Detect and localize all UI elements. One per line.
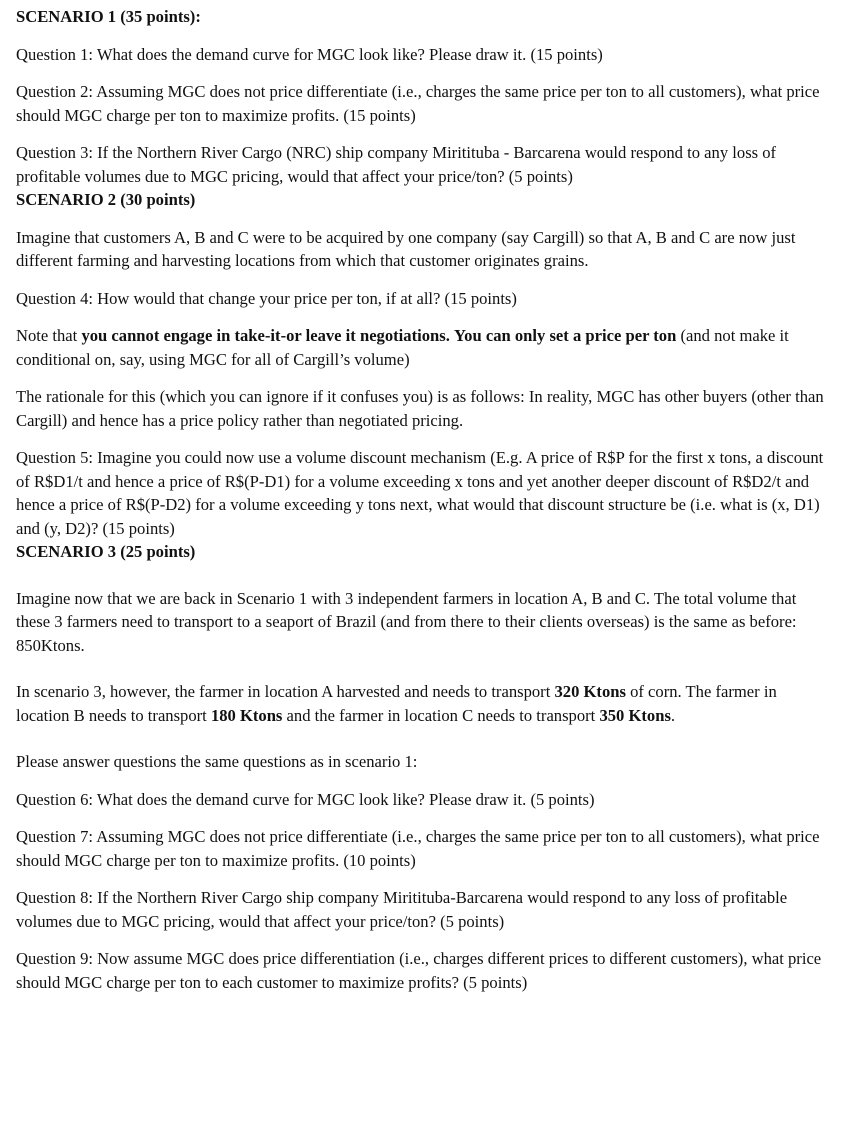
volume-a: 320 Ktons [554, 682, 626, 701]
scenario-3-heading: SCENARIO 3 (25 points) [16, 542, 196, 561]
scenario-3-intro: Imagine now that we are back in Scenario 1 with 3 independent farmers in location A, B and C. The total volume that these 3 farmers need to transport to a seaport of Brazil (and from there to their clients overseas) is the same as before: 850Ktons. [16, 588, 797, 655]
question-1: Question 1: What does the demand curve for MGC look like? Please draw it. (15 points) [16, 44, 603, 64]
question-9: Question 9: Now assume MGC does price differentiation (i.e., charges different prices to different customers), what price should MGC charge per ton to each customer to maximize profits? (5 points) [16, 949, 822, 992]
question-5: Question 5: Imagine you could now use a volume discount mechanism (E.g. A price of R$P for the first x tons, a discount of R$D1/t and hence a price of R$(P-D1) for a volume exceeding x tons and yet another deeper discount of R$D2/t and hence a price of R$(P-D2) for a volume exceeding y tons next, what would that discount structure be (i.e. what is (x, D1) and (y, D2)? (15 points) [16, 448, 824, 538]
scenario-3-same-questions: Please answer questions the same questions as in scenario 1: [16, 752, 418, 771]
scenario-1-heading: SCENARIO 1 (35 points): [16, 7, 201, 26]
scenario-2-rationale: The rationale for this (which you can ignore if it confuses you) is as follows: In reality, MGC has other buyers (other than Cargill) and hence has a price policy rather than negotiated pricing. [16, 387, 824, 430]
note-suffix: (and not make it conditional on, say, using MGC for all of Cargill’s volume) [16, 326, 789, 369]
question-6: Question 6: What does the demand curve for MGC look like? Please draw it. (5 points) [16, 789, 595, 809]
question-2: Question 2: Assuming MGC does not price differentiate (i.e., charges the same price per ton to all customers), what price should MGC charge per ton to maximize profits. (15 points) [16, 82, 820, 125]
question-7: Question 7: Assuming MGC does not price differentiate (i.e., charges the same price per ton to all customers), what price should MGC charge per ton to maximize profits. (10 points) [16, 827, 820, 870]
note-bold-negotiations: you cannot engage in take-it-or leave it negotiations. [81, 326, 450, 345]
note-prefix: Note that [16, 326, 82, 345]
volumes-text-3: and the farmer in location C needs to transport [282, 705, 600, 725]
scenario-3-volumes [16, 680, 832, 727]
question-3: Question 3: If the Northern River Cargo (NRC) ship company Miritituba - Barcarena would respond to any loss of profitable volumes due to MGC pricing, would that affect your price/ton? (5 points) [16, 143, 777, 186]
volumes-text-4: . [670, 705, 676, 725]
note-bold-price-per-ton: You can only set a price per ton [454, 326, 677, 345]
volume-b: 180 Ktons [210, 705, 283, 725]
volumes-text-1: In scenario 3, however, the farmer in location A harvested and needs to transport [16, 682, 555, 701]
volumes-text-2: of corn. The farmer in location B needs to transport [16, 682, 777, 725]
question-8: Question 8: If the Northern River Cargo ship company Miritituba-Barcarena would respond to any loss of profitable volumes due to MGC pricing, would that affect your price/ton? (5 points) [16, 888, 788, 931]
scenario-2-heading: SCENARIO 2 (30 points) [16, 190, 196, 209]
volume-c: 350 Ktons [599, 705, 671, 725]
document-page [16, 5, 832, 994]
scenario-2-note [16, 324, 832, 371]
scenario-2-intro: Imagine that customers A, B and C were to be acquired by one company (say Cargill) so that A, B and C are now just different farming and harvesting locations from which that customer originates grains. [16, 227, 796, 270]
question-4: Question 4: How would that change your price per ton, if at all? (15 points) [16, 288, 517, 308]
